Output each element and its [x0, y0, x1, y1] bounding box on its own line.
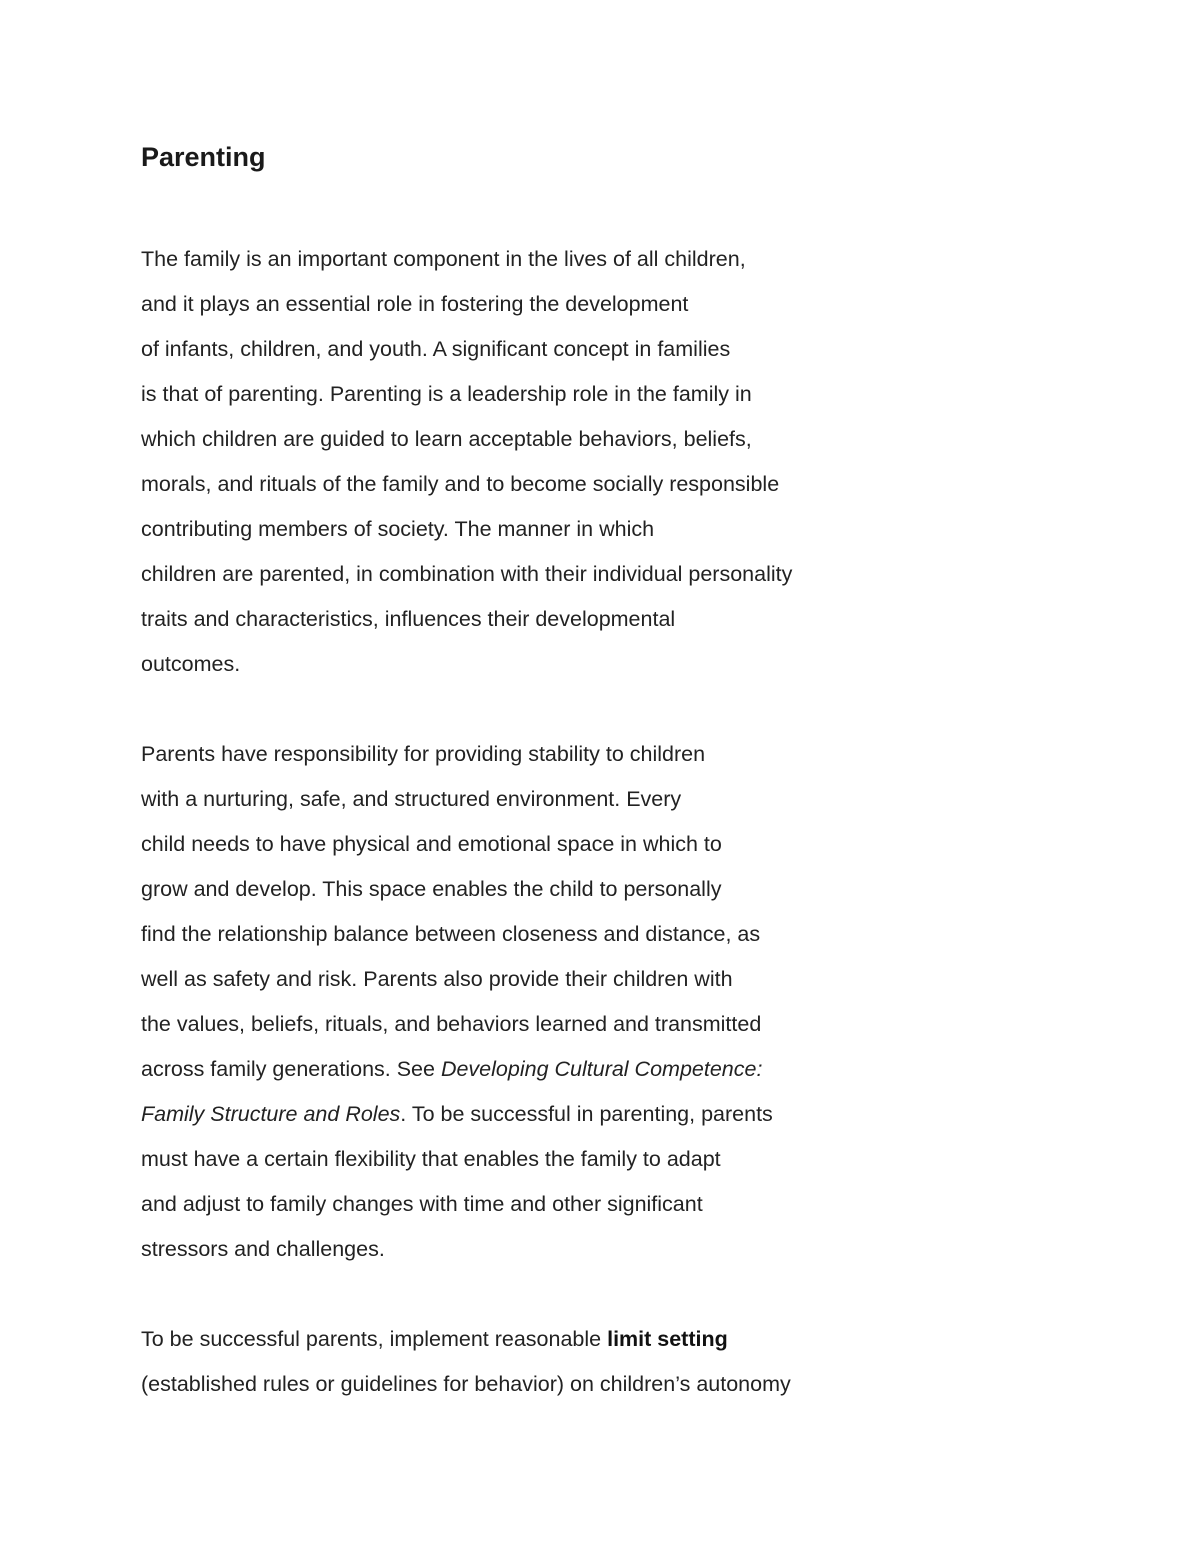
paragraph-2	[141, 732, 1041, 1272]
document-title: Parenting	[141, 142, 266, 172]
paragraph-3	[141, 1317, 1041, 1407]
paragraph-line: contributing members of society. The manner in which	[141, 517, 655, 541]
paragraph-line: the values, beliefs, rituals, and behaviors learned and transmitted	[141, 1012, 762, 1036]
paragraph-line: of infants, children, and youth. A significant concept in families	[141, 337, 731, 361]
paragraph-line: Parents have responsibility for providing stability to children	[141, 742, 706, 766]
see-reference-prefix: across family generations. See	[141, 1057, 441, 1081]
paragraph-line: and it plays an essential role in fostering the development	[141, 292, 689, 316]
limit-setting-prefix: To be successful parents, implement reasonable	[141, 1327, 608, 1351]
paragraph-line: is that of parenting. Parenting is a leadership role in the family in	[141, 382, 752, 406]
paragraph-line: traits and characteristics, influences their developmental	[141, 607, 676, 631]
paragraph-line: stressors and challenges.	[141, 1237, 385, 1261]
paragraph-line	[141, 1317, 1041, 1362]
paragraph-line	[141, 1047, 1041, 1092]
paragraph-line: (established rules or guidelines for behavior) on children’s autonomy	[141, 1372, 791, 1396]
paragraph-line: which children are guided to learn acceptable behaviors, beliefs,	[141, 427, 752, 451]
paragraph-line: find the relationship balance between closeness and distance, as	[141, 922, 761, 946]
paragraph-line	[141, 1092, 1041, 1137]
cross-reference-title-part-1: Developing Cultural Competence:	[440, 1057, 763, 1081]
paragraph-line: The family is an important component in the lives of all children,	[141, 247, 746, 271]
paragraph-line: children are parented, in combination with their individual personality	[141, 562, 793, 586]
paragraph-line: and adjust to family changes with time and other significant	[141, 1192, 703, 1216]
paragraph-line: well as safety and risk. Parents also provide their children with	[141, 967, 733, 991]
paragraph-line: grow and develop. This space enables the child to personally	[141, 877, 722, 901]
paragraph-line: outcomes.	[141, 652, 241, 676]
paragraph-line: with a nurturing, safe, and structured environment. Every	[141, 787, 682, 811]
cross-reference-title-part-2: Family Structure and Roles	[141, 1102, 401, 1126]
paragraph-1	[141, 237, 1041, 687]
paragraph-line: must have a certain flexibility that enables the family to adapt	[141, 1147, 721, 1171]
see-reference-suffix: . To be successful in parenting, parents	[400, 1102, 773, 1126]
paragraph-line: child needs to have physical and emotional space in which to	[141, 832, 722, 856]
document-body	[141, 140, 1041, 1407]
key-term-limit-setting: limit setting	[607, 1327, 728, 1351]
paragraph-line: morals, and rituals of the family and to become socially responsible	[141, 472, 780, 496]
